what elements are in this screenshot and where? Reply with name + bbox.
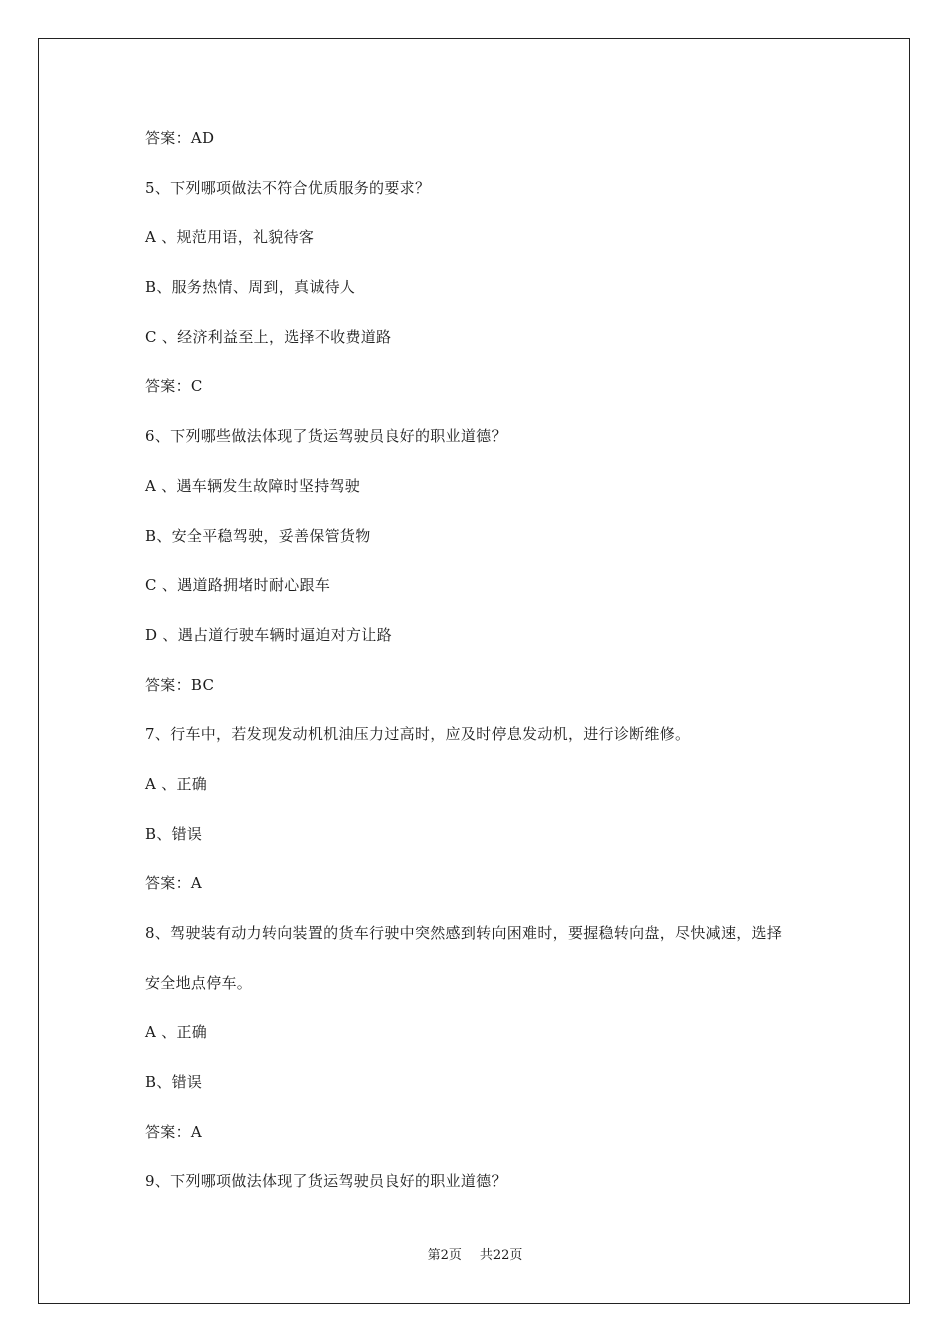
page-number: 第2页 xyxy=(427,1248,462,1263)
option-line: A 、规范用语，礼貌待客 xyxy=(145,228,315,247)
option-line: A 、正确 xyxy=(145,774,208,793)
question-9: 9、下列哪项做法体现了货运驾驶员良好的职业道德？ xyxy=(145,1172,507,1191)
option-line: B、错误 xyxy=(145,824,203,843)
answer-line: 答案：AD xyxy=(145,129,215,147)
question-8: 8、驾驶装有动力转向装置的货车行驶中突然感到转向困难时，要握稳转向盘，尽快减速，选择 xyxy=(145,924,783,942)
option-line: B、错误 xyxy=(145,1073,203,1092)
option-line: B、安全平稳驾驶，妥善保管货物 xyxy=(145,526,371,545)
question-6: 6、下列哪些做法体现了货运驾驶员良好的职业道德？ xyxy=(145,427,507,446)
answer-line: 答案：A xyxy=(145,1122,203,1141)
option-line: D 、遇占道行驶车辆时逼迫对方让路 xyxy=(145,625,392,644)
option-line: B、服务热情、周到，真诚待人 xyxy=(145,278,356,297)
option-line: A 、正确 xyxy=(145,1023,208,1042)
page-total: 共22页 xyxy=(479,1248,523,1263)
option-line: C 、遇道路拥堵时耐心跟车 xyxy=(145,576,331,595)
answer-line: 答案：BC xyxy=(145,675,215,694)
document-body xyxy=(145,126,835,1219)
question-8-continuation: 安全地点停车。 xyxy=(145,973,253,992)
question-5: 5、下列哪项做法不符合优质服务的要求？ xyxy=(145,178,431,197)
answer-line: 答案：C xyxy=(145,377,203,396)
option-line: A 、遇车辆发生故障时坚持驾驶 xyxy=(145,476,361,495)
question-7: 7、行车中，若发现发动机机油压力过高时，应及时停息发动机，进行诊断维修。 xyxy=(145,725,691,744)
answer-line: 答案：A xyxy=(145,874,203,893)
option-line: C 、经济利益至上，选择不收费道路 xyxy=(145,327,392,346)
page-footer xyxy=(0,1247,950,1265)
